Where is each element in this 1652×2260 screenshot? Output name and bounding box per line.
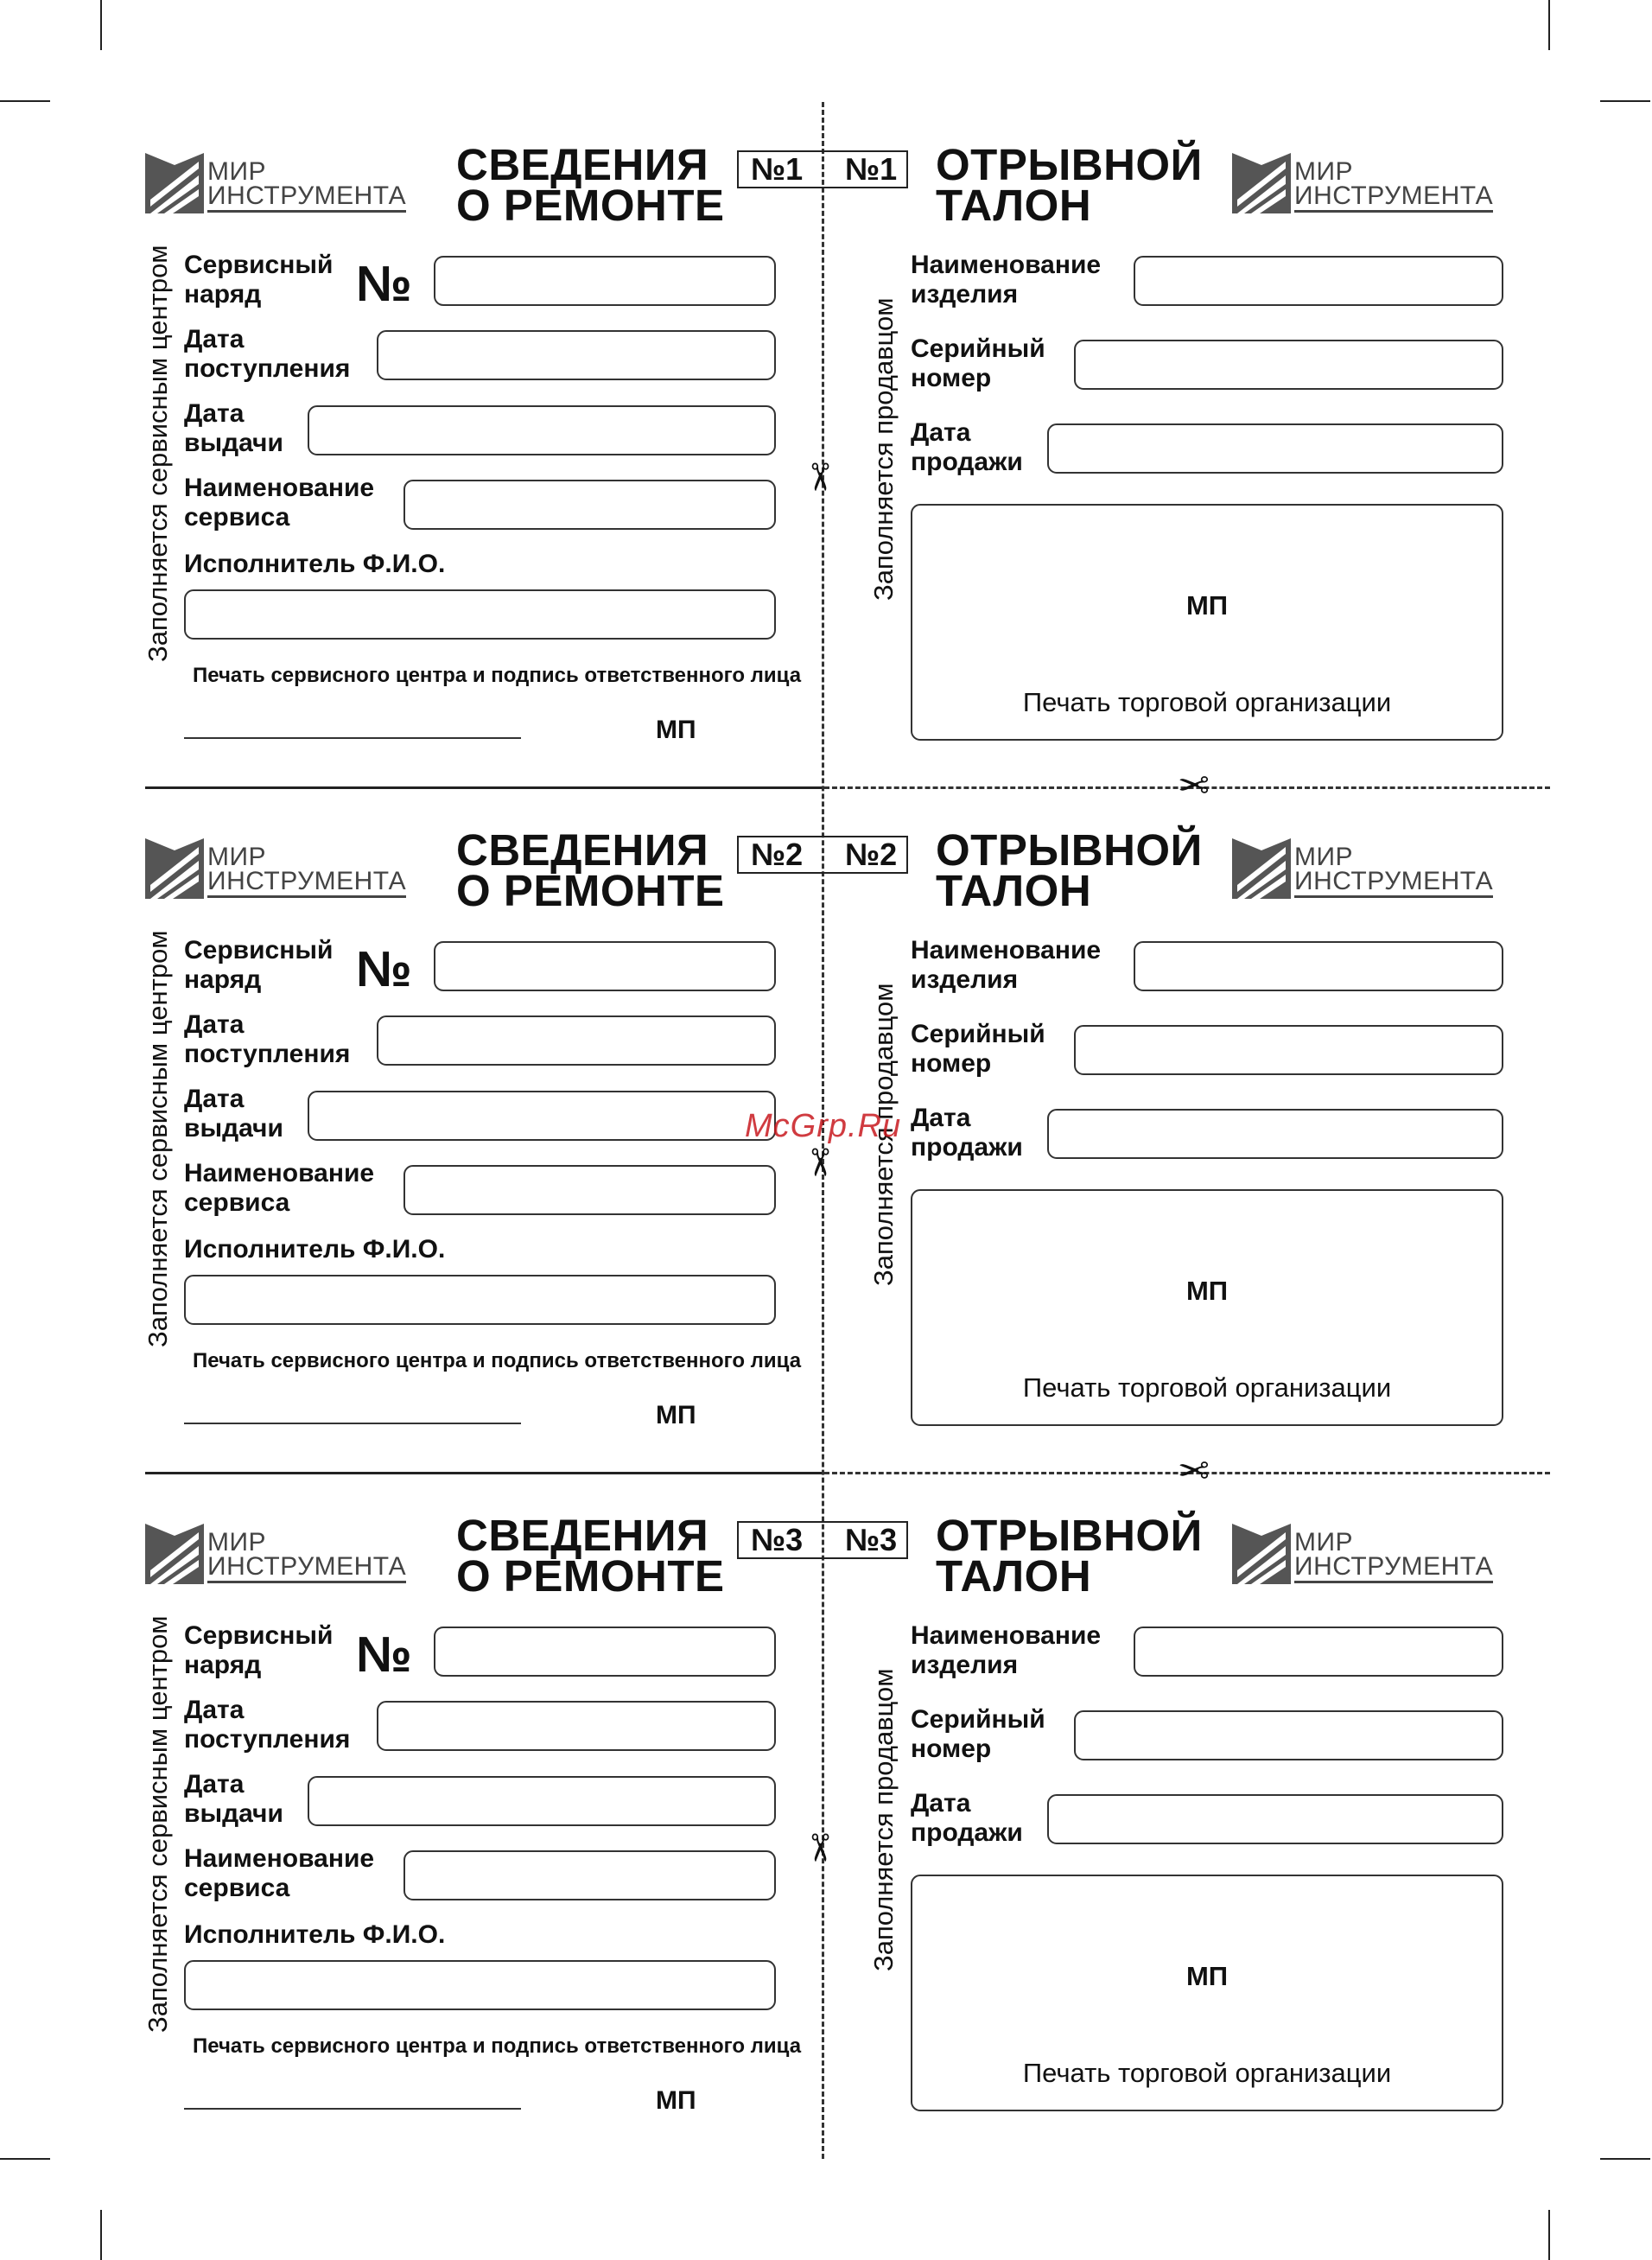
coupon-title-line2: ТАЛОН bbox=[936, 866, 1092, 915]
mp-label: МП bbox=[1185, 1276, 1229, 1306]
repair-title-line2: О РЕМОНТЕ bbox=[456, 866, 725, 915]
mp-label: МП bbox=[1185, 590, 1229, 621]
date-received-label bbox=[184, 1010, 350, 1069]
logo-mark-icon bbox=[1232, 1520, 1291, 1584]
mp-label: МП bbox=[656, 2086, 696, 2115]
service-order-field[interactable] bbox=[434, 941, 776, 991]
sale-date-label bbox=[911, 418, 1023, 477]
label-line: Серийный bbox=[911, 1705, 1045, 1734]
number-right: №2 bbox=[845, 837, 898, 872]
date-received-field[interactable] bbox=[377, 330, 776, 380]
repair-title-line2: О РЕМОНТЕ bbox=[456, 181, 725, 230]
seller-side-label: Заполняется продавцом bbox=[868, 1668, 899, 1971]
scissors-icon: ✂ bbox=[797, 1831, 841, 1864]
logo bbox=[145, 835, 422, 901]
label-line: номер bbox=[911, 1735, 992, 1763]
sale-date-label bbox=[911, 1789, 1023, 1848]
label-line: изделия bbox=[911, 965, 1019, 994]
label-line: Сервисный bbox=[184, 936, 334, 964]
serial-number-field[interactable] bbox=[1074, 1710, 1503, 1760]
logo-mark-icon bbox=[145, 835, 204, 899]
label-line: изделия bbox=[911, 280, 1019, 309]
label-line: Дата bbox=[184, 1770, 245, 1798]
signature-line bbox=[184, 2108, 521, 2110]
number-box bbox=[737, 1521, 908, 1559]
date-issued-field[interactable] bbox=[308, 1776, 776, 1826]
seller-stamp-caption: Печать торговой организации bbox=[1022, 2058, 1392, 2088]
label-line: сервиса bbox=[184, 503, 290, 532]
label-line: наряд bbox=[184, 1651, 262, 1679]
service-order-label bbox=[184, 1621, 333, 1680]
logo-line2: ИНСТРУМЕНТА bbox=[207, 868, 406, 898]
label-line: выдачи bbox=[184, 1799, 283, 1828]
serial-number-label bbox=[911, 1705, 1045, 1764]
label-line: поступления bbox=[184, 1725, 351, 1754]
coupon-title bbox=[936, 140, 1203, 230]
serial-number-field[interactable] bbox=[1074, 340, 1503, 390]
coupon-title bbox=[936, 1511, 1203, 1601]
crop-mark bbox=[1600, 2158, 1650, 2160]
executor-field[interactable] bbox=[184, 1960, 776, 2010]
sale-date-label bbox=[911, 1104, 1023, 1162]
label-line: выдачи bbox=[184, 1114, 283, 1143]
service-order-label bbox=[184, 936, 333, 995]
logo-line2: ИНСТРУМЕНТА bbox=[1294, 182, 1493, 213]
label-line: Наименование bbox=[911, 936, 1102, 964]
crop-mark bbox=[100, 2210, 102, 2260]
seller-side-label: Заполняется продавцом bbox=[868, 297, 899, 601]
scissors-icon: ✂ bbox=[797, 461, 841, 493]
label-line: Наименование bbox=[911, 1621, 1102, 1650]
label-line: номер bbox=[911, 364, 992, 392]
logo bbox=[145, 1520, 422, 1586]
logo-line2: ИНСТРУМЕНТА bbox=[207, 1553, 406, 1583]
coupon-title-line2: ТАЛОН bbox=[936, 1551, 1092, 1601]
logo-line2: ИНСТРУМЕНТА bbox=[1294, 868, 1493, 898]
number-box bbox=[737, 836, 908, 874]
number-right: №1 bbox=[845, 151, 898, 187]
service-name-field[interactable] bbox=[403, 480, 776, 530]
service-name-label bbox=[184, 1159, 374, 1218]
service-center-side-label: Заполняется сервисным центром bbox=[143, 1615, 173, 2033]
label-line: Дата bbox=[911, 418, 971, 447]
service-name-label bbox=[184, 1844, 374, 1903]
label-line: Дата bbox=[911, 1789, 971, 1818]
number-left: №2 bbox=[751, 837, 804, 872]
sale-date-field[interactable] bbox=[1047, 1794, 1503, 1844]
logo-line1: МИР bbox=[1294, 843, 1354, 871]
label-line: Дата bbox=[184, 325, 245, 353]
logo bbox=[1232, 150, 1509, 215]
label-line: Наименование bbox=[184, 1844, 375, 1873]
number-sign: № bbox=[356, 256, 412, 312]
executor-label: Исполнитель Ф.И.О. bbox=[184, 1235, 446, 1264]
product-name-field[interactable] bbox=[1134, 1627, 1503, 1677]
logo-line1: МИР bbox=[207, 157, 267, 186]
label-line: наряд bbox=[184, 280, 262, 309]
service-center-side-label: Заполняется сервисным центром bbox=[143, 930, 173, 1347]
label-line: сервиса bbox=[184, 1874, 290, 1902]
scissors-icon: ✂ bbox=[797, 1146, 841, 1179]
label-line: Серийный bbox=[911, 334, 1045, 363]
logo-mark-icon bbox=[145, 1520, 204, 1584]
label-line: Дата bbox=[911, 1104, 971, 1132]
scissors-icon: ✂ bbox=[1178, 765, 1210, 807]
product-name-field[interactable] bbox=[1134, 941, 1503, 991]
repair-title bbox=[456, 825, 725, 915]
label-line: продажи bbox=[911, 1818, 1023, 1847]
crop-mark bbox=[1548, 2210, 1550, 2260]
executor-field[interactable] bbox=[184, 589, 776, 640]
logo bbox=[1232, 835, 1509, 901]
logo-line1: МИР bbox=[207, 843, 267, 871]
sale-date-field[interactable] bbox=[1047, 1109, 1503, 1159]
logo bbox=[1232, 1520, 1509, 1586]
coupon-title-line2: ТАЛОН bbox=[936, 181, 1092, 230]
sale-date-field[interactable] bbox=[1047, 423, 1503, 474]
label-line: продажи bbox=[911, 448, 1023, 476]
seller-stamp-caption: Печать торговой организации bbox=[1022, 1372, 1392, 1403]
label-line: изделия bbox=[911, 1651, 1019, 1679]
label-line: Дата bbox=[184, 399, 245, 428]
service-order-field[interactable] bbox=[434, 256, 776, 306]
repair-title-line1: СВЕДЕНИЯ bbox=[456, 825, 709, 875]
date-received-label bbox=[184, 325, 350, 384]
label-line: Дата bbox=[184, 1010, 245, 1039]
stamp-note: Печать сервисного центра и подпись ответственного лица bbox=[193, 2034, 802, 2058]
repair-title-line1: СВЕДЕНИЯ bbox=[456, 140, 709, 189]
date-received-field[interactable] bbox=[377, 1701, 776, 1751]
label-line: Сервисный bbox=[184, 251, 334, 279]
repair-title bbox=[456, 140, 725, 230]
watermark: McGrp.Ru bbox=[745, 1108, 902, 1144]
mp-label: МП bbox=[656, 1401, 696, 1429]
logo bbox=[145, 150, 422, 215]
label-line: Наименование bbox=[911, 251, 1102, 279]
repair-title-line1: СВЕДЕНИЯ bbox=[456, 1511, 709, 1560]
logo-line1: МИР bbox=[1294, 1528, 1354, 1557]
logo-line2: ИНСТРУМЕНТА bbox=[1294, 1553, 1493, 1583]
product-name-label bbox=[911, 251, 1101, 309]
seller-side-label: Заполняется продавцом bbox=[868, 983, 899, 1286]
label-line: Сервисный bbox=[184, 1621, 334, 1650]
number-left: №1 bbox=[751, 151, 804, 187]
number-sign: № bbox=[356, 1627, 412, 1683]
seller-stamp-caption: Печать торговой организации bbox=[1022, 687, 1392, 717]
mp-label: МП bbox=[656, 716, 696, 744]
coupon-title-line1: ОТРЫВНОЙ bbox=[936, 825, 1203, 875]
service-name-label bbox=[184, 474, 374, 532]
label-line: Дата bbox=[184, 1696, 245, 1724]
date-received-label bbox=[184, 1696, 350, 1754]
crop-mark bbox=[0, 2158, 50, 2160]
repair-block bbox=[0, 0, 1652, 807]
logo-line2: ИНСТРУМЕНТА bbox=[207, 182, 406, 213]
product-name-label bbox=[911, 1621, 1101, 1680]
label-line: поступления bbox=[184, 1040, 351, 1068]
service-order-field[interactable] bbox=[434, 1627, 776, 1677]
logo-line1: МИР bbox=[1294, 157, 1354, 186]
serial-number-label bbox=[911, 1020, 1045, 1079]
number-right: №3 bbox=[845, 1522, 898, 1557]
repair-block bbox=[0, 685, 1652, 1493]
serial-number-label bbox=[911, 334, 1045, 393]
product-name-label bbox=[911, 936, 1101, 995]
label-line: продажи bbox=[911, 1133, 1023, 1162]
date-issued-label bbox=[184, 1085, 283, 1143]
service-center-side-label: Заполняется сервисным центром bbox=[143, 245, 173, 662]
executor-field[interactable] bbox=[184, 1275, 776, 1325]
stamp-note: Печать сервисного центра и подпись ответственного лица bbox=[193, 664, 802, 687]
coupon-title-line1: ОТРЫВНОЙ bbox=[936, 140, 1203, 189]
label-line: выдачи bbox=[184, 429, 283, 457]
number-left: №3 bbox=[751, 1522, 804, 1557]
date-issued-field[interactable] bbox=[308, 405, 776, 455]
number-sign: № bbox=[356, 941, 412, 997]
serial-number-field[interactable] bbox=[1074, 1025, 1503, 1075]
executor-label: Исполнитель Ф.И.О. bbox=[184, 1920, 446, 1949]
executor-label: Исполнитель Ф.И.О. bbox=[184, 550, 446, 578]
service-order-label bbox=[184, 251, 333, 309]
date-issued-label bbox=[184, 1770, 283, 1829]
logo-line1: МИР bbox=[207, 1528, 267, 1557]
date-received-field[interactable] bbox=[377, 1015, 776, 1066]
coupon-title bbox=[936, 825, 1203, 915]
stamp-note: Печать сервисного центра и подпись ответственного лица bbox=[193, 1349, 802, 1372]
label-line: номер bbox=[911, 1049, 992, 1078]
logo-mark-icon bbox=[1232, 835, 1291, 899]
mp-label: МП bbox=[1185, 1961, 1229, 1991]
repair-block bbox=[0, 1371, 1652, 2115]
logo-mark-icon bbox=[145, 150, 204, 213]
repair-title bbox=[456, 1511, 725, 1601]
repair-title-line2: О РЕМОНТЕ bbox=[456, 1551, 725, 1601]
label-line: Наименование bbox=[184, 1159, 375, 1187]
product-name-field[interactable] bbox=[1134, 256, 1503, 306]
number-box bbox=[737, 150, 908, 188]
coupon-title-line1: ОТРЫВНОЙ bbox=[936, 1511, 1203, 1560]
service-name-field[interactable] bbox=[403, 1850, 776, 1900]
service-name-field[interactable] bbox=[403, 1165, 776, 1215]
label-line: Серийный bbox=[911, 1020, 1045, 1048]
seller-stamp-area[interactable] bbox=[911, 1875, 1503, 2111]
date-issued-field[interactable] bbox=[308, 1091, 776, 1141]
label-line: наряд bbox=[184, 965, 262, 994]
logo-mark-icon bbox=[1232, 150, 1291, 213]
scissors-icon: ✂ bbox=[1178, 1450, 1210, 1493]
label-line: сервиса bbox=[184, 1188, 290, 1217]
label-line: поступления bbox=[184, 354, 351, 383]
date-issued-label bbox=[184, 399, 283, 458]
label-line: Дата bbox=[184, 1085, 245, 1113]
label-line: Наименование bbox=[184, 474, 375, 502]
